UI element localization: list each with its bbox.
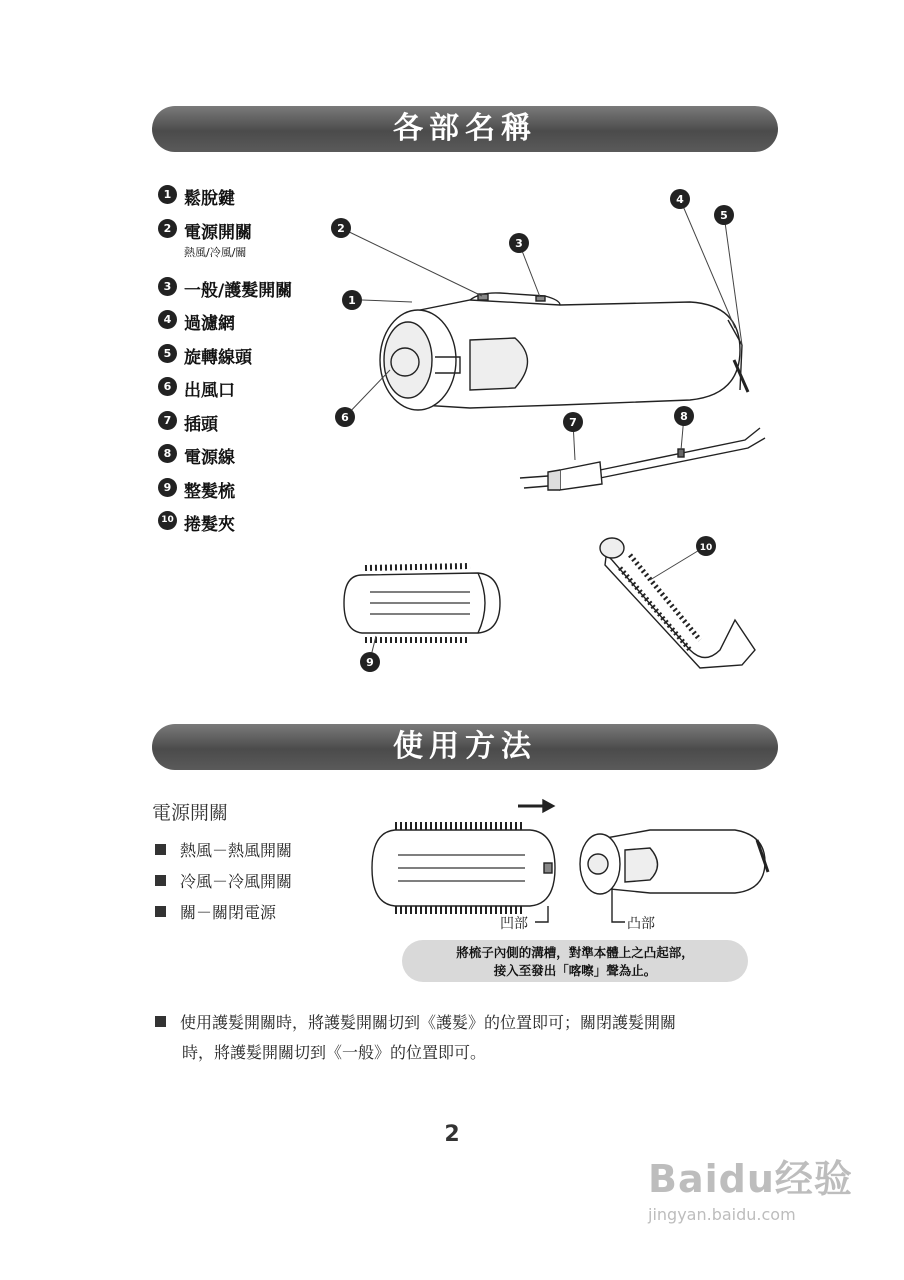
bullet-square-icon <box>155 1016 166 1027</box>
mode-text: 冷風－冷風開關 <box>180 872 293 891</box>
part-label: 電源線 <box>184 448 235 468</box>
arrow-head <box>543 800 554 812</box>
instruction-paragraph <box>155 1008 775 1068</box>
part-label: 電源開關 <box>184 222 252 243</box>
callout-5: 5 <box>720 209 728 222</box>
convex-label: 凸部 <box>627 916 655 932</box>
concave-label: 凹部 <box>500 916 528 932</box>
power-modes-list <box>155 834 292 927</box>
callout-3: 3 <box>515 237 523 250</box>
baidu-watermark <box>648 1148 853 1224</box>
parts-section-title: 各部名稱 <box>393 111 537 146</box>
instruction-line-1: 使用護髮開關時，將護髮開關切到《護髮》的位置即可；關閉護髮開關 <box>180 1013 677 1032</box>
part-number-badge: 8 <box>158 444 177 463</box>
callout-6: 6 <box>341 411 349 424</box>
part-number-badge: 3 <box>158 277 177 296</box>
bullet-square-icon <box>155 875 166 886</box>
part-sublabel: 熱風/冷風/關 <box>184 245 247 259</box>
part-number-badge: 9 <box>158 478 177 497</box>
mode-text: 關－關閉電源 <box>180 903 277 922</box>
attach-note <box>402 940 748 982</box>
watermark-url: jingyan.baidu.com <box>648 1205 796 1224</box>
part-label: 過濾網 <box>184 314 235 334</box>
mode-text: 熱風－熱風開關 <box>180 841 293 860</box>
part-label: 旋轉線頭 <box>184 347 252 368</box>
part-number-badge: 6 <box>158 377 177 396</box>
attach-brush-illustration <box>372 826 768 922</box>
callout-7: 7 <box>569 416 577 429</box>
part-number-badge: 10 <box>158 511 177 530</box>
usage-section-banner <box>152 724 778 770</box>
page-number: 2 <box>444 1122 460 1147</box>
callout-4: 4 <box>676 193 684 206</box>
curling-clip-illustration <box>600 538 755 668</box>
callout-9: 9 <box>366 656 374 669</box>
part-number-badge: 4 <box>158 310 177 329</box>
power-cord-illustration <box>520 428 765 490</box>
part-number-badge: 1 <box>158 185 177 204</box>
part-label: 出風口 <box>184 381 235 401</box>
power-switch-heading: 電源開關 <box>152 802 229 824</box>
usage-section-title: 使用方法 <box>393 729 537 764</box>
mode-item <box>155 865 292 896</box>
callout-8: 8 <box>680 410 688 423</box>
instruction-line-2: 時，將護髮開關切到《一般》的位置即可。 <box>182 1043 487 1062</box>
bullet-square-icon <box>155 844 166 855</box>
note-line-2: 接入至發出「喀嚓」聲為止。 <box>493 963 657 978</box>
part-number-badge: 5 <box>158 344 177 363</box>
part-label: 整髮梳 <box>184 481 235 502</box>
part-label: 鬆脫鍵 <box>184 189 235 209</box>
callout-2: 2 <box>337 222 345 235</box>
bullet-square-icon <box>155 906 166 917</box>
hair-dryer-illustration <box>380 293 748 410</box>
callout-10: 10 <box>699 543 713 553</box>
part-number-badge: 2 <box>158 219 177 238</box>
mode-item <box>155 896 292 927</box>
part-label: 捲髮夾 <box>184 515 235 535</box>
note-line-1: 將梳子內側的溝槽，對準本體上之凸起部， <box>456 945 694 960</box>
callout-1: 1 <box>348 294 356 307</box>
styling-brush-illustration <box>344 566 500 640</box>
part-label: 一般/護髮開關 <box>184 280 293 301</box>
watermark-logo: Baidu经验 <box>648 1157 853 1201</box>
part-number-badge: 7 <box>158 411 177 430</box>
mode-item <box>155 834 292 865</box>
part-label: 插頭 <box>184 414 218 435</box>
